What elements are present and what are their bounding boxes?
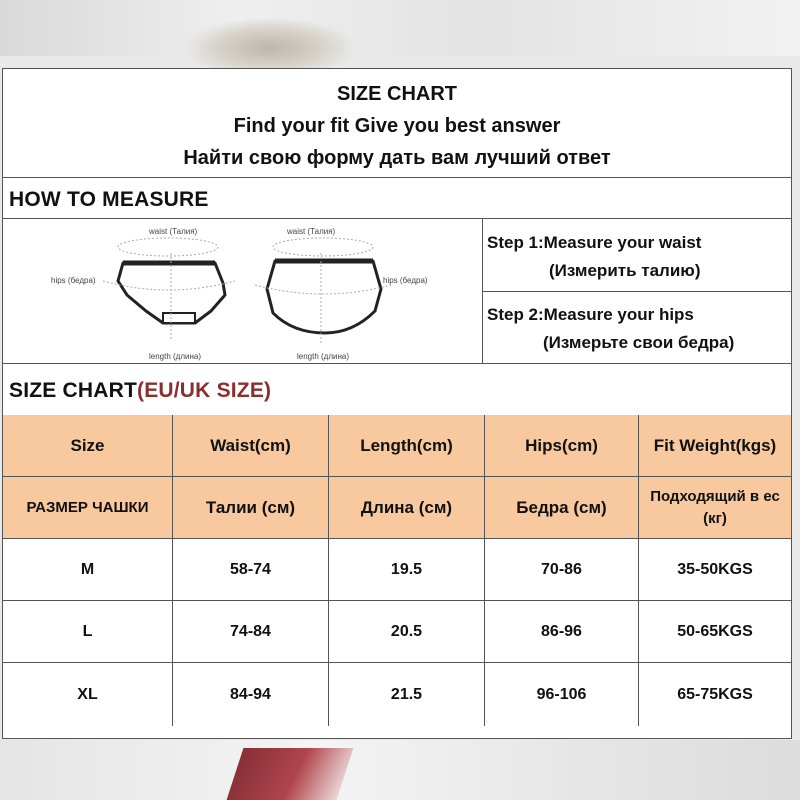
size-chart-card [2, 68, 792, 739]
header-hips: Hips(cm) [485, 415, 639, 477]
chart-title: SIZE CHART [337, 83, 457, 105]
header-size-ru: РАЗМЕР ЧАШКИ [3, 477, 173, 539]
length-label-front: length (длина) [149, 352, 202, 361]
size-chart-title-accent: (EU/UK SIZE) [137, 379, 272, 402]
background-fabric [227, 748, 354, 800]
chart-subtitle-en: Find your fit Give you best answer [233, 115, 561, 137]
header-waist: Waist(cm) [173, 415, 329, 477]
cell-hips-l: 86-96 [485, 601, 639, 663]
cell-length-m: 19.5 [329, 539, 485, 601]
hips-label-front: hips (бедра) [51, 276, 96, 285]
length-label-back: length (длина) [297, 352, 350, 361]
measure-illustration [3, 219, 483, 363]
briefs-diagram [3, 219, 483, 363]
cell-weight-m: 35-50KGS [639, 539, 791, 601]
waist-label-back: waist (Талия) [287, 227, 336, 236]
cell-length-xl: 21.5 [329, 663, 485, 726]
header-length-ru: Длина (см) [329, 477, 485, 539]
step-2-translation: (Измерьте свои бедра) [543, 333, 735, 352]
measure-steps [483, 219, 791, 363]
background-bottom [0, 740, 800, 800]
cell-hips-xl: 96-106 [485, 663, 639, 726]
cell-size-l: L [3, 601, 173, 663]
cell-size-m: M [3, 539, 173, 601]
cell-weight-xl: 65-75KGS [677, 685, 753, 703]
cell-waist-xl: 84-94 [173, 663, 329, 726]
header-weight: Fit Weight(kgs) [639, 415, 791, 477]
step-1-text: Step 1:Measure your waist [487, 233, 702, 252]
cell-length-l: 20.5 [329, 601, 485, 663]
size-chart-title [9, 379, 271, 403]
cell-size-xl: XL [3, 663, 173, 726]
background-top [0, 0, 800, 56]
divider [3, 363, 791, 364]
header-waist-ru: Талии (см) [173, 477, 329, 539]
cell-waist-m: 58-74 [173, 539, 329, 601]
how-to-measure-title: HOW TO MEASURE [9, 188, 209, 211]
briefs-back-icon [255, 227, 428, 361]
header-length: Length(cm) [329, 415, 485, 477]
hips-label-back: hips (бедра) [383, 276, 428, 285]
step-divider [483, 291, 791, 292]
cell-waist-l: 74-84 [173, 601, 329, 663]
size-table [3, 415, 791, 738]
header-hips-ru: Бедра (см) [485, 477, 639, 539]
size-chart-title-main: SIZE CHART [9, 379, 137, 402]
header-weight-ru: Подходящий в ес (кг) [639, 477, 791, 539]
chart-subtitle-ru: Найти свою форму дать вам лучший ответ [183, 147, 611, 169]
briefs-front-icon [51, 227, 235, 361]
waist-label-front: waist (Талия) [149, 227, 198, 236]
step-1-translation: (Измерить талию) [549, 261, 701, 280]
step-2-text: Step 2:Measure your hips [487, 305, 694, 324]
chart-header [3, 69, 791, 178]
cell-hips-m: 70-86 [485, 539, 639, 601]
header-size: Size [3, 415, 173, 477]
cell-weight-l: 50-65KGS [639, 601, 791, 663]
